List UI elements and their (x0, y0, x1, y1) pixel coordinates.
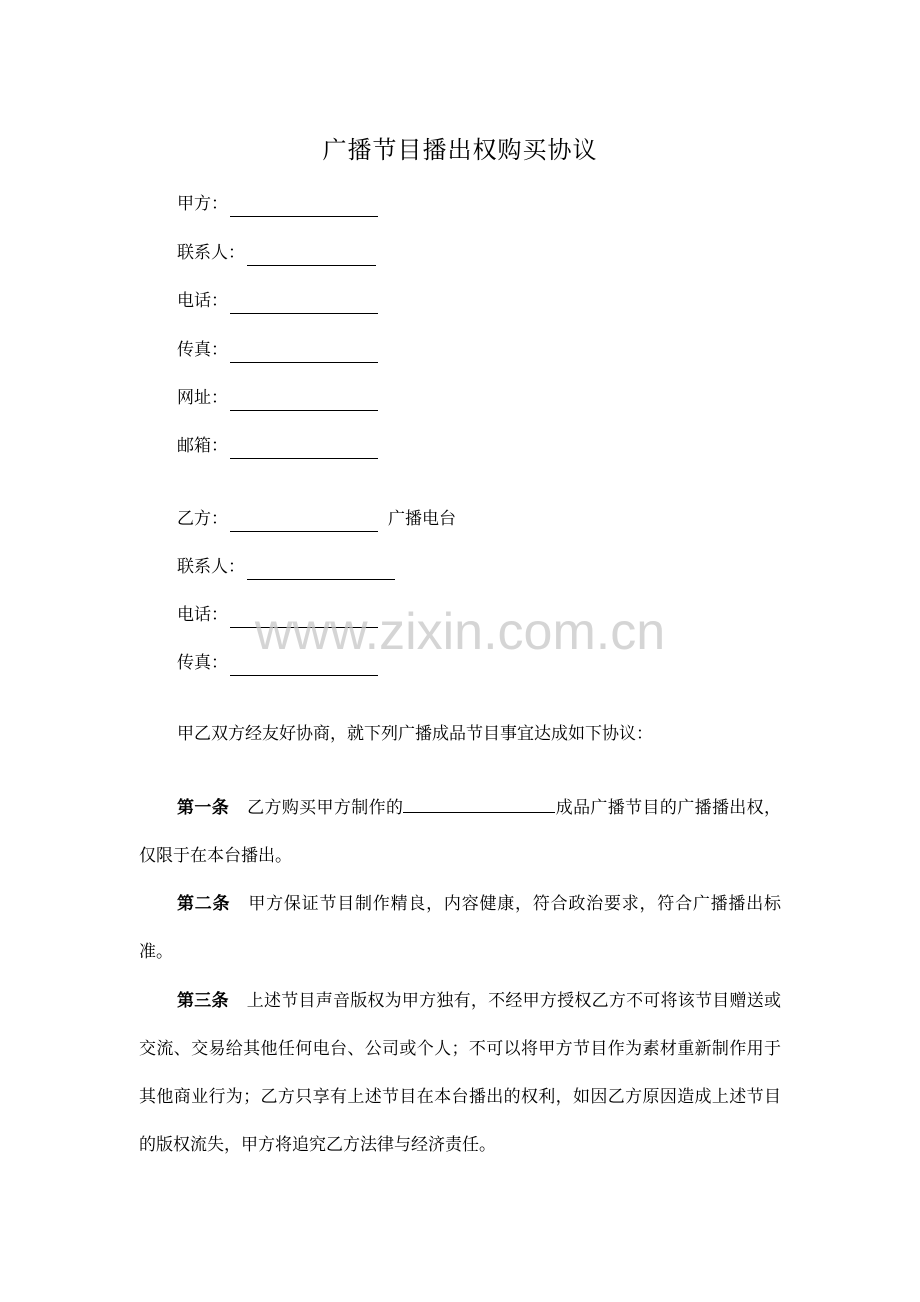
article-3 (139, 977, 781, 1169)
article-3-text: 上述节目声音版权为甲方独有，不经甲方授权乙方不可将该节目赠送或交流、交易给其他任何电台、公司或个人；不可以将甲方节目作为素材重新制作用于其他商业行为；乙方只享有上述节目在本台播出的权利，如因乙方原因造成上述节目的版权流失，甲方将追究乙方法律与经济责任。 (139, 991, 782, 1155)
party-a-phone-field (177, 288, 378, 314)
party-b-contact-blank (247, 558, 395, 580)
party-a-name-label: 甲方： (177, 194, 228, 214)
article-1-lead: 第一条 (177, 798, 230, 818)
party-b-fax-blank (230, 654, 378, 676)
party-b-contact-field (177, 554, 395, 580)
party-a-email-label: 邮箱： (177, 436, 228, 456)
party-b-name-field (177, 506, 456, 532)
intro-paragraph: 甲乙双方经友好协商，就下列广播成品节目事宜达成如下协议： (177, 724, 653, 744)
party-a-website-blank (230, 389, 378, 411)
party-b-fax-label: 传真： (177, 653, 228, 673)
article-2-lead: 第二条 (177, 894, 231, 914)
party-a-phone-blank (230, 292, 378, 314)
party-a-name-blank (230, 195, 378, 217)
party-a-contact-label: 联系人： (177, 243, 245, 263)
article-2 (139, 880, 781, 976)
party-b-name-suffix: 广播电台 (388, 509, 456, 529)
party-a-contact-field (177, 240, 376, 266)
party-a-contact-blank (247, 244, 376, 266)
party-b-phone-field (177, 602, 378, 628)
party-b-phone-blank (230, 606, 378, 628)
article-2-text: 甲方保证节目制作精良，内容健康，符合政治要求，符合广播播出标准。 (139, 894, 781, 962)
watermark: www.zixin.com.cn (254, 603, 666, 661)
party-a-fax-blank (230, 341, 378, 363)
party-b-phone-label: 电话： (177, 605, 228, 625)
party-a-phone-label: 电话： (177, 291, 228, 311)
party-b-name-blank (230, 510, 378, 532)
party-a-website-field (177, 385, 378, 411)
party-b-fax-field (177, 650, 378, 676)
article-3-lead: 第三条 (177, 991, 229, 1011)
party-a-website-label: 网址： (177, 388, 228, 408)
article-1 (139, 784, 781, 880)
party-a-name-field (177, 191, 378, 217)
party-b-name-label: 乙方： (177, 509, 228, 529)
document-title: 广播节目播出权购买协议 (322, 136, 598, 164)
party-a-email-field (177, 433, 378, 459)
party-a-fax-label: 传真： (177, 340, 228, 360)
article-1-text-after: 成品广播节目的广播播出权，仅限于在本台播出。 (139, 798, 782, 866)
party-a-fax-field (177, 337, 378, 363)
party-b-contact-label: 联系人： (177, 557, 245, 577)
party-a-email-blank (230, 437, 378, 459)
article-1-text-before: 乙方购买甲方制作的 (247, 798, 404, 818)
article-1-blank (403, 792, 555, 813)
